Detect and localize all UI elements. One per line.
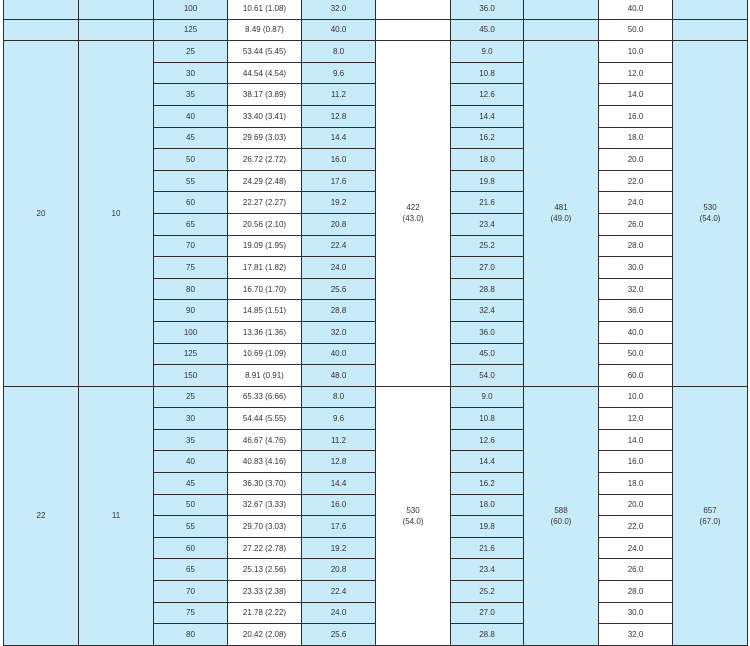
cell-g: 18.0 (451, 149, 524, 171)
cell-e: 9.6 (302, 62, 376, 84)
cell-e: 22.4 (302, 581, 376, 603)
cell-c: 35 (154, 84, 228, 106)
group-value-f (376, 386, 451, 645)
cell-i: 22.0 (599, 516, 673, 538)
cell-c: 55 (154, 516, 228, 538)
cell-i: 40.0 (599, 321, 673, 343)
cell-d: 65.33 (6.66) (228, 386, 302, 408)
cell-c: 125 (154, 19, 228, 41)
cell-e: 25.6 (302, 624, 376, 646)
spec-table-viewport (3, 0, 747, 646)
cell-e: 48.0 (302, 365, 376, 387)
cell-e: 32.0 (302, 321, 376, 343)
cell-g: 28.8 (451, 278, 524, 300)
cell-i: 28.0 (599, 581, 673, 603)
cell-g: 16.2 (451, 127, 524, 149)
cell-c: 55 (154, 170, 228, 192)
cell-i: 50.0 (599, 343, 673, 365)
cell-e: 11.2 (302, 429, 376, 451)
cell-d: 33.40 (3.41) (228, 105, 302, 127)
group-value-j-sub: (67.0) (699, 516, 721, 526)
cell-c: 65 (154, 559, 228, 581)
cell-e: 9.6 (302, 408, 376, 430)
group-value-j (673, 386, 748, 645)
cell-c: 125 (154, 343, 228, 365)
cell-d: 38.17 (3.89) (228, 84, 302, 106)
cell-i: 14.0 (599, 429, 673, 451)
cell-g: 36.0 (451, 321, 524, 343)
cell-c: 30 (154, 408, 228, 430)
cell-e: 40.0 (302, 343, 376, 365)
group-value-f-sub: (43.0) (402, 214, 424, 224)
cell-c: 40 (154, 105, 228, 127)
cell-c: 30 (154, 62, 228, 84)
cell-g: 45.0 (451, 343, 524, 365)
cell-g: 12.6 (451, 84, 524, 106)
cell-d: 8.91 (0.91) (228, 365, 302, 387)
cell-e: 16.0 (302, 149, 376, 171)
cell-i: 26.0 (599, 559, 673, 581)
cell-g: 23.4 (451, 559, 524, 581)
cell-h (524, 19, 599, 41)
cell-c: 60 (154, 537, 228, 559)
cell-c: 80 (154, 278, 228, 300)
cell-g: 9.0 (451, 386, 524, 408)
cell-d: 16.70 (1.70) (228, 278, 302, 300)
cell-g: 10.8 (451, 408, 524, 430)
cell-e: 25.6 (302, 278, 376, 300)
cell-e: 8.0 (302, 41, 376, 63)
group-value-f (376, 41, 451, 387)
cell-c: 70 (154, 581, 228, 603)
cell-e: 24.0 (302, 602, 376, 624)
cell-i: 60.0 (599, 365, 673, 387)
cell-c: 100 (154, 0, 228, 19)
cell-c: 45 (154, 127, 228, 149)
cell-e: 20.8 (302, 559, 376, 581)
cell-e: 11.2 (302, 84, 376, 106)
cell-d: 26.72 (2.72) (228, 149, 302, 171)
cell-g: 19.8 (451, 170, 524, 192)
table-row (4, 386, 748, 408)
group-value-h-sub: (60.0) (550, 516, 572, 526)
cell-g: 21.6 (451, 537, 524, 559)
cell-g: 28.8 (451, 624, 524, 646)
cell-d: 20.56 (2.10) (228, 213, 302, 235)
cell-d: 8.49 (0.87) (228, 19, 302, 41)
cell-e: 17.6 (302, 170, 376, 192)
cell-d: 40.83 (4.16) (228, 451, 302, 473)
group-value-h-sub: (49.0) (550, 214, 572, 224)
cell-i: 32.0 (599, 624, 673, 646)
cell-g: 25.2 (451, 581, 524, 603)
group-size-b-value: 11 (111, 511, 121, 521)
cell-e: 28.8 (302, 300, 376, 322)
group-value-j (673, 41, 748, 387)
cell-g: 54.0 (451, 365, 524, 387)
cell-e: 16.0 (302, 494, 376, 516)
cell-i: 32.0 (599, 278, 673, 300)
group-value-h (524, 41, 599, 387)
cell-g: 27.0 (451, 257, 524, 279)
cell-g: 18.0 (451, 494, 524, 516)
cell-g: 36.0 (451, 0, 524, 19)
cell-i: 12.0 (599, 408, 673, 430)
cell-i: 36.0 (599, 300, 673, 322)
cell-c: 150 (154, 365, 228, 387)
cell-d: 19.09 (1.95) (228, 235, 302, 257)
cell-i: 20.0 (599, 149, 673, 171)
cell-i: 18.0 (599, 127, 673, 149)
cell-g: 14.4 (451, 451, 524, 473)
cell-c: 75 (154, 257, 228, 279)
cell-i: 26.0 (599, 213, 673, 235)
cell-d: 20.42 (2.08) (228, 624, 302, 646)
cell-d: 13.36 (1.36) (228, 321, 302, 343)
cell-g: 19.8 (451, 516, 524, 538)
cell-e: 20.8 (302, 213, 376, 235)
cell-e: 19.2 (302, 192, 376, 214)
cell-d: 22.27 (2.27) (228, 192, 302, 214)
group-value-j-sub: (54.0) (699, 214, 721, 224)
cell-c: 50 (154, 149, 228, 171)
cell-g: 45.0 (451, 19, 524, 41)
cell-i: 12.0 (599, 62, 673, 84)
cell-c: 50 (154, 494, 228, 516)
cell-d: 17.81 (1.82) (228, 257, 302, 279)
cell-c: 70 (154, 235, 228, 257)
group-size-a (4, 41, 79, 387)
cell-a (4, 19, 79, 41)
group-size-a-value: 22 (36, 511, 46, 521)
group-value-j-value: 530 (703, 203, 717, 213)
cell-d: 44.54 (4.54) (228, 62, 302, 84)
cell-c: 25 (154, 386, 228, 408)
cell-b (79, 19, 154, 41)
cell-e: 8.0 (302, 386, 376, 408)
cell-a (4, 0, 79, 19)
cell-d: 24.29 (2.48) (228, 170, 302, 192)
cell-e: 12.8 (302, 105, 376, 127)
cell-i: 24.0 (599, 192, 673, 214)
table-row (4, 0, 748, 19)
cell-g: 9.0 (451, 41, 524, 63)
group-value-h-value: 481 (554, 203, 568, 213)
cell-b (79, 0, 154, 19)
cell-e: 14.4 (302, 127, 376, 149)
cell-e: 40.0 (302, 19, 376, 41)
cell-e: 19.2 (302, 537, 376, 559)
group-size-a-value: 20 (36, 208, 46, 218)
cell-i: 40.0 (599, 0, 673, 19)
cell-g: 25.2 (451, 235, 524, 257)
cell-c: 40 (154, 451, 228, 473)
cell-e: 17.6 (302, 516, 376, 538)
cell-j (673, 0, 748, 19)
cell-i: 24.0 (599, 537, 673, 559)
cell-i: 16.0 (599, 105, 673, 127)
cell-c: 80 (154, 624, 228, 646)
cell-d: 21.78 (2.22) (228, 602, 302, 624)
cell-g: 16.2 (451, 473, 524, 495)
group-value-j-value: 657 (703, 505, 717, 515)
cell-i: 20.0 (599, 494, 673, 516)
cell-c: 60 (154, 192, 228, 214)
cell-c: 45 (154, 473, 228, 495)
group-size-b (79, 386, 154, 645)
cell-c: 75 (154, 602, 228, 624)
group-size-b (79, 41, 154, 387)
cell-d: 27.22 (2.78) (228, 537, 302, 559)
cell-e: 24.0 (302, 257, 376, 279)
cell-e: 32.0 (302, 0, 376, 19)
cell-h (524, 0, 599, 19)
cell-f (376, 19, 451, 41)
cell-d: 32.67 (3.33) (228, 494, 302, 516)
cell-c: 90 (154, 300, 228, 322)
group-value-h (524, 386, 599, 645)
cell-g: 12.6 (451, 429, 524, 451)
cell-d: 53.44 (5.45) (228, 41, 302, 63)
table-row (4, 19, 748, 41)
cell-i: 16.0 (599, 451, 673, 473)
cell-i: 22.0 (599, 170, 673, 192)
cell-d: 25.13 (2.56) (228, 559, 302, 581)
cell-g: 21.6 (451, 192, 524, 214)
group-size-b-value: 10 (111, 208, 121, 218)
cell-c: 35 (154, 429, 228, 451)
cell-i: 14.0 (599, 84, 673, 106)
cell-i: 28.0 (599, 235, 673, 257)
cell-d: 10.61 (1.08) (228, 0, 302, 19)
group-value-h-value: 588 (554, 505, 568, 515)
cell-f (376, 0, 451, 19)
cell-g: 23.4 (451, 213, 524, 235)
cell-i: 30.0 (599, 257, 673, 279)
cell-i: 18.0 (599, 473, 673, 495)
group-value-f-sub: (54.0) (402, 516, 424, 526)
cell-i: 30.0 (599, 602, 673, 624)
cell-g: 10.8 (451, 62, 524, 84)
cell-i: 10.0 (599, 41, 673, 63)
cell-j (673, 19, 748, 41)
cell-c: 100 (154, 321, 228, 343)
table-row (4, 41, 748, 63)
spec-table (3, 0, 748, 646)
cell-d: 23.33 (2.38) (228, 581, 302, 603)
cell-d: 54.44 (5.55) (228, 408, 302, 430)
cell-e: 14.4 (302, 473, 376, 495)
cell-e: 12.8 (302, 451, 376, 473)
cell-g: 32.4 (451, 300, 524, 322)
cell-c: 25 (154, 41, 228, 63)
cell-g: 27.0 (451, 602, 524, 624)
cell-d: 46.67 (4.76) (228, 429, 302, 451)
cell-e: 22.4 (302, 235, 376, 257)
cell-d: 36.30 (3.70) (228, 473, 302, 495)
group-value-f-value: 530 (406, 505, 420, 515)
cell-d: 10.69 (1.09) (228, 343, 302, 365)
spec-table-body (4, 0, 748, 645)
cell-i: 50.0 (599, 19, 673, 41)
cell-g: 14.4 (451, 105, 524, 127)
cell-d: 29.70 (3.03) (228, 516, 302, 538)
cell-d: 14.85 (1.51) (228, 300, 302, 322)
cell-i: 10.0 (599, 386, 673, 408)
group-value-f-value: 422 (406, 203, 420, 213)
cell-d: 29.69 (3.03) (228, 127, 302, 149)
group-size-a (4, 386, 79, 645)
cell-c: 65 (154, 213, 228, 235)
